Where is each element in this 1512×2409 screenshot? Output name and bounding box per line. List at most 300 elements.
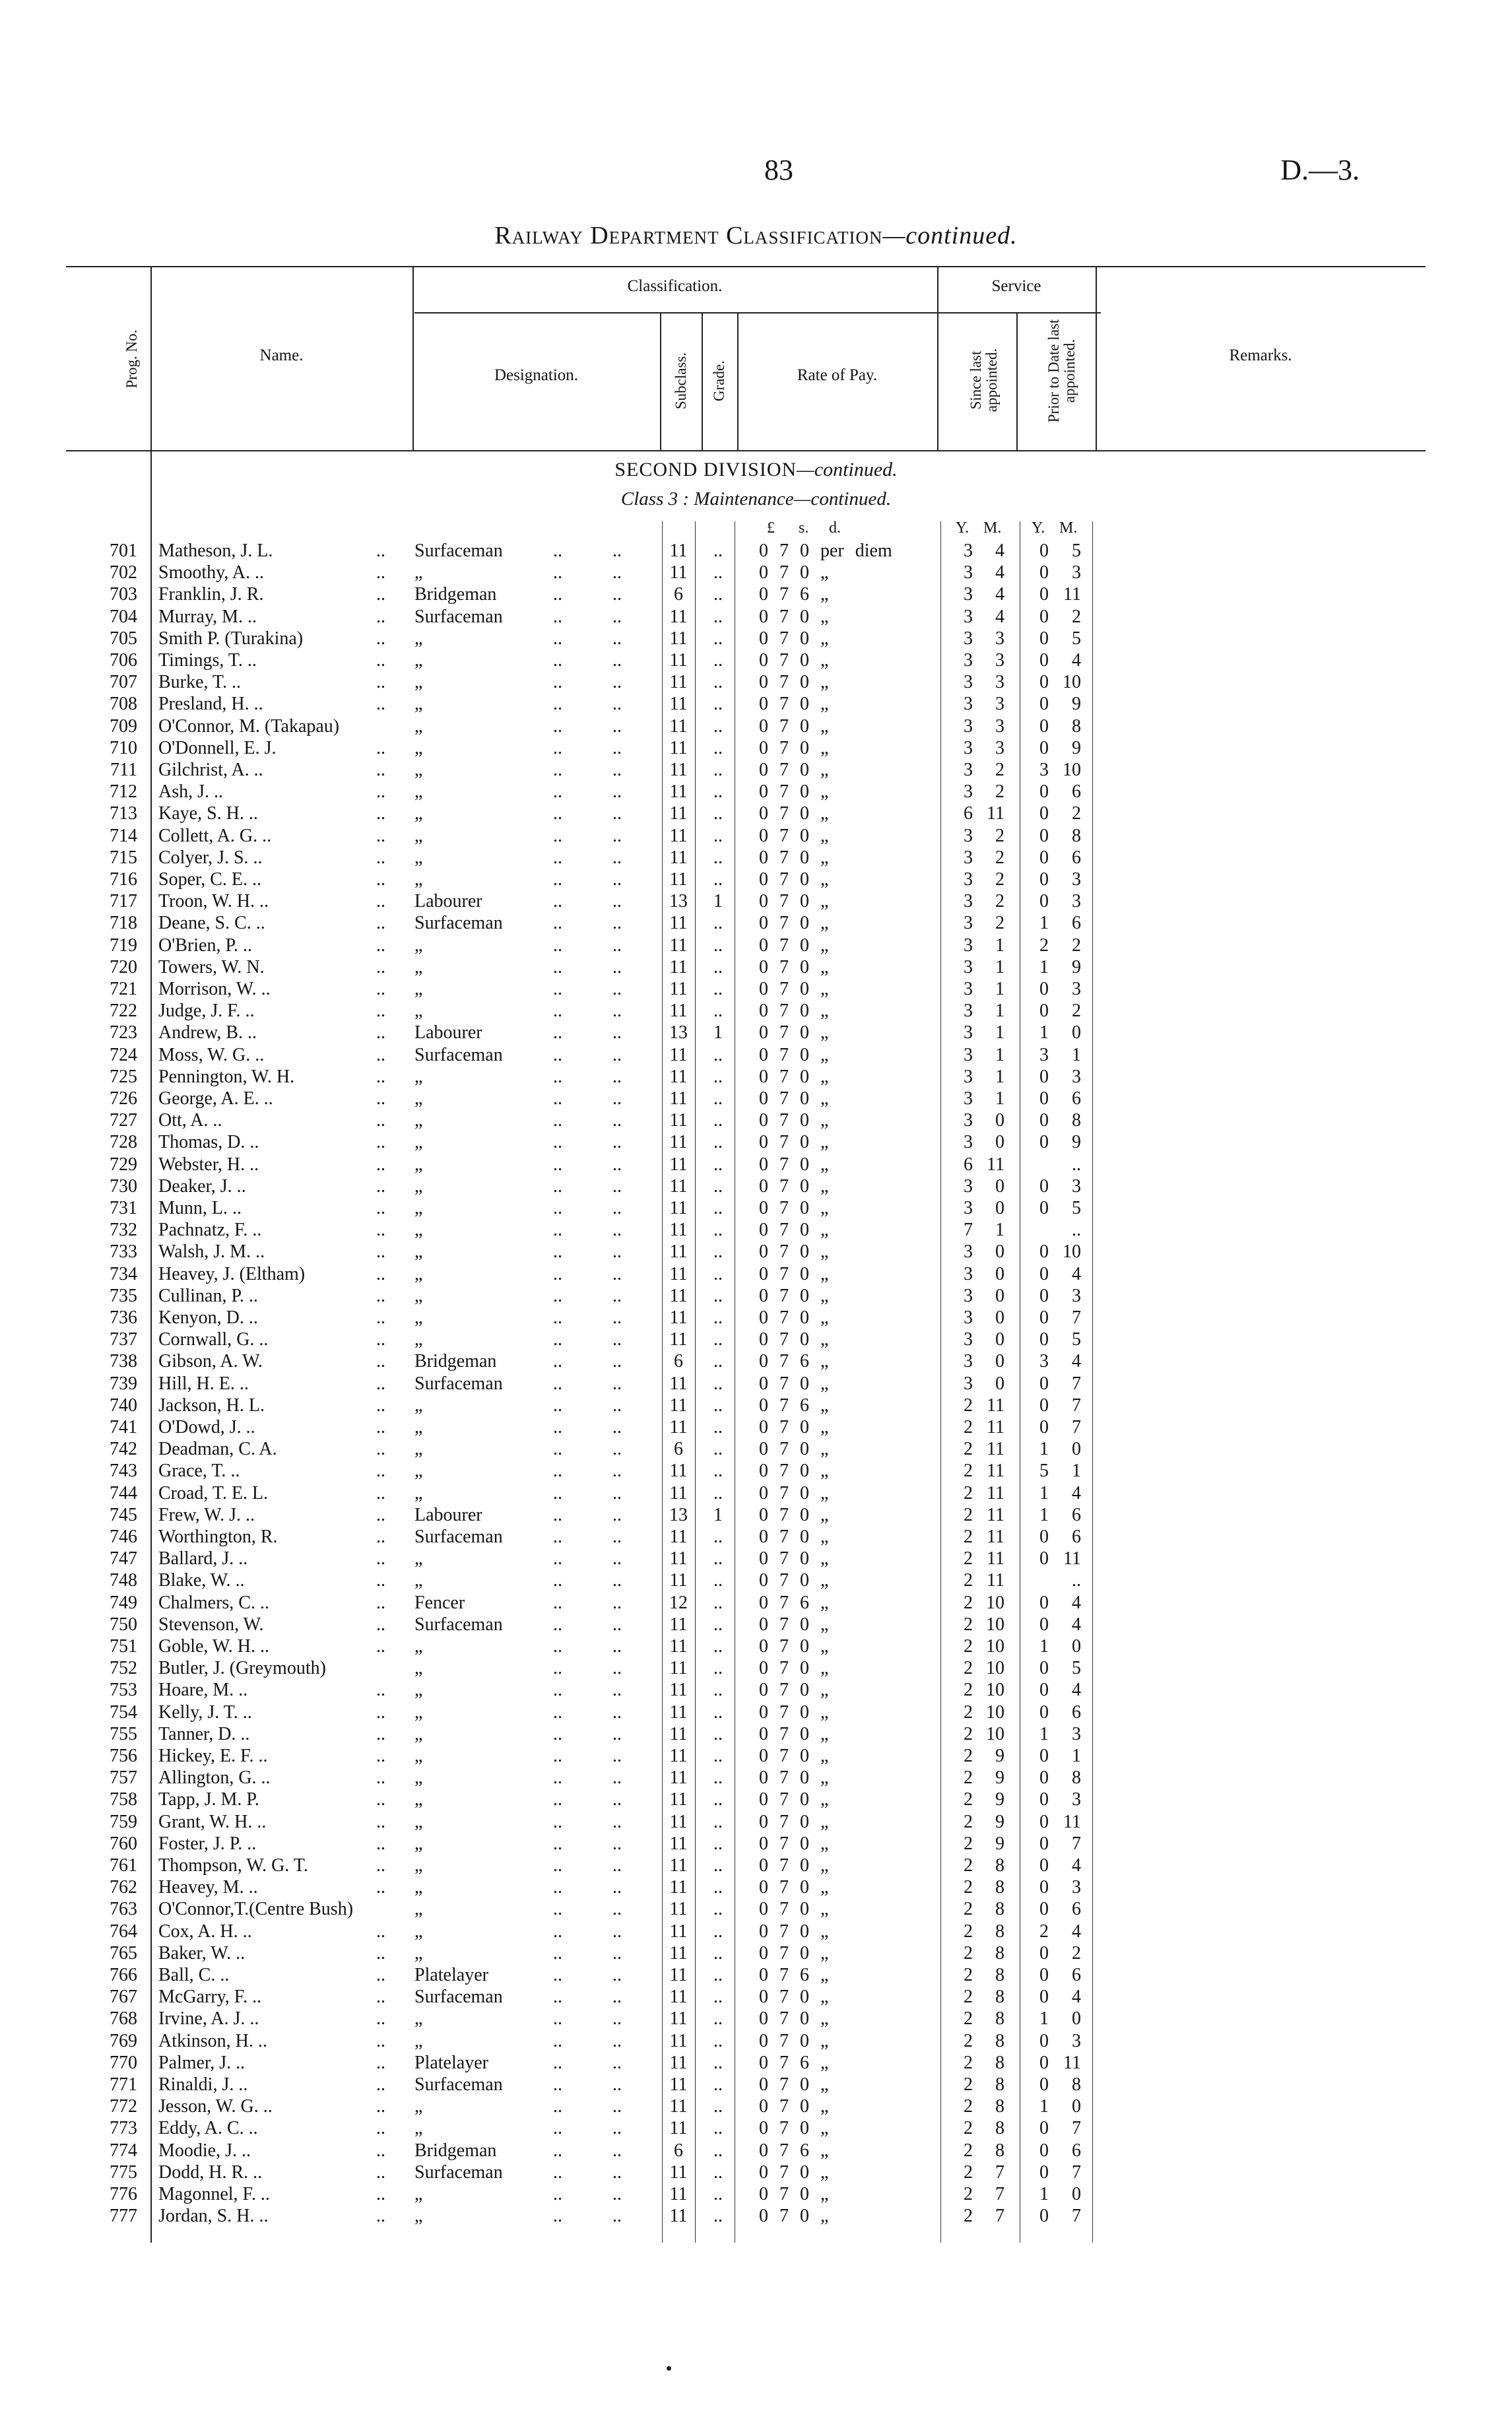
since-years: 2: [964, 2184, 973, 2204]
grade: 1: [713, 1504, 723, 1525]
prog-number: 766: [110, 1965, 137, 1985]
designation-leader: ..: [553, 672, 562, 693]
prog-number: 773: [110, 2118, 137, 2139]
employee-name: Rinaldi, J. ..: [158, 2074, 248, 2095]
employee-name: Jesson, W. G. ..: [158, 2096, 273, 2117]
grade: ..: [713, 1198, 723, 1218]
designation-leader: ..: [553, 1373, 562, 1394]
header-remarks: Remarks.: [1229, 346, 1292, 364]
subclass: 11: [669, 1701, 688, 1723]
employee-name: Webster, H. ..: [158, 1154, 259, 1175]
prior-years: 0: [1039, 1833, 1049, 1854]
prior-years: 1: [1039, 913, 1049, 934]
designation-leader: ..: [553, 1855, 562, 1876]
employee-name: Grace, T. ..: [158, 1461, 240, 1482]
prior-years: 1: [1039, 2184, 1049, 2204]
employee-name: Ball, C. ..: [158, 1965, 230, 1985]
header-rate-of-pay: Rate of Pay.: [797, 366, 878, 384]
rate-of-pay: 0 7 0 „: [759, 1636, 829, 1657]
prior-years: 1: [1039, 2008, 1049, 2030]
since-months: 0: [995, 1132, 1004, 1153]
table-row: [0, 2030, 1512, 2052]
subclass: 11: [669, 869, 688, 890]
name-leader: ..: [376, 2008, 385, 2030]
since-years: 2: [964, 1987, 973, 2008]
designation-leader: ..: [553, 1461, 562, 1482]
prior-years: 0: [1039, 1987, 1049, 2008]
grade: ..: [713, 1746, 723, 1766]
since-months: 11: [987, 1504, 1004, 1525]
designation-leader-2: ..: [612, 1789, 622, 1810]
prog-number: 769: [110, 2030, 137, 2051]
unit-months: M.: [983, 519, 1002, 537]
designation-leader: ..: [553, 847, 562, 868]
prior-months: 0: [1072, 1439, 1081, 1460]
since-months: 3: [995, 672, 1004, 693]
since-months: 0: [995, 1373, 1004, 1394]
prior-years: 0: [1039, 1417, 1049, 1437]
designation-leader-2: ..: [612, 1614, 622, 1635]
subclass: 13: [669, 1022, 688, 1043]
since-years: 2: [964, 1746, 973, 1766]
designation-leader-2: ..: [612, 847, 622, 868]
employee-name: Tapp, J. M. P.: [158, 1789, 259, 1810]
header-grade: Grade.: [711, 360, 727, 401]
prior-months: 2: [1072, 935, 1081, 956]
header-top-rule: [66, 266, 1426, 267]
rate-of-pay: 0 7 0 „: [759, 1921, 829, 1942]
table-row: [0, 1350, 1512, 1372]
prior-years: 0: [1039, 715, 1049, 737]
designation: „: [414, 1811, 423, 1832]
employee-name: Thompson, W. G. T.: [158, 1855, 308, 1876]
employee-name: Thomas, D. ..: [158, 1132, 259, 1153]
rate-of-pay: 0 7 0 „: [759, 1285, 829, 1306]
grade: ..: [713, 2162, 723, 2183]
prior-months: 3: [1072, 869, 1081, 890]
designation-leader: ..: [553, 913, 562, 934]
designation-leader-2: ..: [612, 1263, 622, 1284]
class-heading: Class 3 : Maintenance—continued.: [620, 488, 892, 510]
prog-number: 717: [110, 891, 137, 912]
prior-years: 0: [1039, 1001, 1049, 1022]
subclass: 11: [669, 1833, 688, 1854]
prog-number: 722: [110, 1001, 137, 1022]
designation-leader-2: ..: [612, 715, 622, 737]
header-prog-no: Prog. No.: [123, 329, 140, 389]
grade: ..: [713, 825, 723, 846]
subclass: 11: [669, 2206, 688, 2227]
grade: ..: [713, 1175, 723, 1197]
since-years: 2: [964, 1701, 973, 1723]
designation: Surfaceman: [414, 2074, 503, 2095]
designation-leader-2: ..: [612, 1175, 622, 1197]
subclass: 11: [669, 1307, 688, 1328]
table-row: [0, 1614, 1512, 1635]
since-months: 8: [995, 1877, 1004, 1898]
since-months: 0: [995, 1263, 1004, 1284]
table-row: [0, 1548, 1512, 1569]
designation-leader: ..: [553, 1921, 562, 1942]
since-months: 0: [995, 1351, 1004, 1372]
name-leader: ..: [376, 694, 385, 715]
rate-of-pay: 0 7 0 „: [759, 737, 829, 758]
since-months: 8: [995, 1965, 1004, 1985]
since-months: 8: [995, 1899, 1004, 1920]
designation-leader-2: ..: [612, 1855, 622, 1876]
title-suffix: —continued.: [882, 222, 1018, 249]
designation: „: [414, 737, 423, 758]
since-months: 2: [995, 847, 1004, 868]
name-leader: ..: [376, 869, 385, 890]
subclass: 11: [669, 956, 688, 977]
subclass: 11: [669, 1395, 688, 1416]
prog-number: 725: [110, 1066, 137, 1087]
since-years: 3: [964, 737, 973, 758]
designation: „: [414, 1088, 423, 1109]
unit-years: Y.: [956, 519, 970, 537]
name-leader: ..: [376, 803, 385, 824]
name-leader: ..: [376, 1001, 385, 1022]
employee-name: Walsh, J. M. ..: [158, 1241, 265, 1263]
designation-leader: ..: [553, 979, 562, 999]
prior-months: 7: [1072, 1395, 1081, 1416]
since-months: 2: [995, 781, 1004, 803]
employee-name: Blake, W. ..: [158, 1570, 245, 1591]
designation-leader: ..: [553, 1789, 562, 1810]
prior-years: 0: [1039, 825, 1049, 846]
rate-of-pay: 0 7 0 „: [759, 2118, 829, 2139]
designation: „: [414, 935, 423, 956]
designation: „: [414, 760, 423, 780]
designation: „: [414, 847, 423, 868]
prior-years: 1: [1039, 1439, 1049, 1460]
name-leader: ..: [376, 1833, 385, 1854]
name-leader: ..: [376, 1088, 385, 1109]
name-leader: ..: [376, 1373, 385, 1394]
rate-of-pay: 0 7 0 „: [759, 1132, 829, 1153]
subclass: 11: [669, 2008, 688, 2030]
employee-name: Magonnel, F. ..: [158, 2184, 270, 2204]
rate-of-pay: 0 7 0 „: [759, 913, 829, 934]
designation-leader-2: ..: [612, 2074, 622, 2095]
since-years: 2: [964, 1921, 973, 1942]
grade: ..: [713, 1220, 723, 1241]
name-leader: ..: [376, 1482, 385, 1503]
table-row: [0, 781, 1512, 803]
designation: „: [414, 1461, 423, 1482]
table-row: [0, 956, 1512, 978]
rate-of-pay: 0 7 0 „: [759, 825, 829, 846]
since-years: 2: [964, 1395, 973, 1416]
prior-years: 0: [1039, 781, 1049, 803]
grade: ..: [713, 584, 723, 605]
prog-number: 743: [110, 1461, 137, 1482]
name-leader: ..: [376, 2140, 385, 2161]
since-months: 0: [995, 1175, 1004, 1197]
since-months: 3: [995, 694, 1004, 715]
grade: ..: [713, 737, 723, 758]
designation-leader: ..: [553, 1592, 562, 1613]
since-years: 2: [964, 2074, 973, 2095]
since-years: 2: [964, 1965, 973, 1985]
prior-months: 3: [1072, 1066, 1081, 1087]
prior-months: 6: [1072, 1527, 1081, 1547]
since-months: 8: [995, 2096, 1004, 2117]
since-years: 3: [964, 979, 973, 999]
employee-name: Frew, W. J. ..: [158, 1504, 255, 1525]
prog-number: 712: [110, 781, 137, 803]
prior-months: 11: [1063, 584, 1081, 605]
designation-leader-2: ..: [612, 2162, 622, 2183]
subclass: 11: [669, 1329, 688, 1350]
prior-years: 0: [1039, 672, 1049, 693]
since-years: 6: [964, 803, 973, 824]
designation: „: [414, 562, 423, 583]
grade: ..: [713, 1855, 723, 1876]
prog-number: 768: [110, 2008, 137, 2030]
subclass: 11: [669, 1658, 688, 1679]
since-months: 8: [995, 2140, 1004, 2161]
designation-leader: ..: [553, 2162, 562, 2183]
prog-number: 714: [110, 825, 137, 846]
since-months: 8: [995, 2074, 1004, 2095]
prog-number: 744: [110, 1482, 137, 1503]
prior-years: 0: [1039, 541, 1049, 561]
prior-months: 5: [1072, 628, 1081, 649]
grade: ..: [713, 1680, 723, 1701]
designation: „: [414, 825, 423, 846]
prior-months: 8: [1072, 1767, 1081, 1789]
prior-months: 0: [1072, 2184, 1081, 2204]
designation-leader: ..: [553, 1527, 562, 1547]
since-months: 9: [995, 1746, 1004, 1766]
designation-leader: ..: [553, 2008, 562, 2030]
grade: ..: [713, 2008, 723, 2030]
header-prior-to-date: Prior to Date last appointed.: [1045, 319, 1078, 423]
since-years: 2: [964, 1636, 973, 1657]
prior-years: 0: [1039, 869, 1049, 890]
grade: ..: [713, 1548, 723, 1569]
subclass: 11: [669, 715, 688, 737]
designation: „: [414, 1789, 423, 1810]
prior-months: 1: [1072, 1461, 1081, 1482]
name-leader: ..: [376, 1527, 385, 1547]
name-leader: ..: [376, 760, 385, 780]
since-years: 2: [964, 2206, 973, 2227]
unit-pence: d.: [829, 519, 841, 537]
prior-months: 9: [1072, 1132, 1081, 1153]
since-months: 11: [987, 1482, 1004, 1503]
employee-name: Deadman, C. A.: [158, 1439, 277, 1460]
name-leader: ..: [376, 1942, 385, 1964]
designation-leader-2: ..: [612, 760, 622, 780]
prior-years: 0: [1039, 562, 1049, 583]
since-months: 11: [987, 1395, 1004, 1416]
table-row: [0, 2096, 1512, 2117]
prior-months: 3: [1072, 1789, 1081, 1810]
designation-leader: ..: [553, 803, 562, 824]
table-row: [0, 2074, 1512, 2096]
designation-leader: ..: [553, 628, 562, 649]
designation: „: [414, 1636, 423, 1657]
table-row: [0, 1285, 1512, 1307]
subclass: 11: [669, 2162, 688, 2183]
prior-months: 6: [1072, 1965, 1081, 1985]
prog-number: 701: [110, 541, 137, 561]
table-row: [0, 1855, 1512, 1876]
grade: ..: [713, 672, 723, 693]
employee-name: Allington, G. ..: [158, 1767, 271, 1789]
since-years: 2: [964, 1482, 973, 1503]
table-row: [0, 1942, 1512, 1964]
prog-number: 757: [110, 1767, 137, 1789]
grade: ..: [713, 1811, 723, 1832]
designation: „: [414, 2118, 423, 2139]
subclass: 11: [669, 737, 688, 758]
employee-name: Deane, S. C. ..: [158, 913, 265, 934]
since-years: 6: [964, 1154, 973, 1175]
since-months: 2: [995, 825, 1004, 846]
name-leader: ..: [376, 1701, 385, 1723]
designation-leader-2: ..: [612, 1285, 622, 1306]
page-mark: [667, 2366, 671, 2371]
rate-of-pay: 0 7 0 „: [759, 1548, 829, 1569]
prior-months: 3: [1072, 562, 1081, 583]
since-years: 2: [964, 1899, 973, 1920]
designation-leader: ..: [553, 606, 562, 627]
designation-leader: ..: [553, 1680, 562, 1701]
since-years: 3: [964, 650, 973, 671]
rate-of-pay: 0 7 0 „: [759, 1373, 829, 1394]
prior-years: 1: [1039, 956, 1049, 977]
table-row: [0, 649, 1512, 671]
since-years: 2: [964, 1439, 973, 1460]
designation: „: [414, 1439, 423, 1460]
rate-of-pay: 0 7 0 „: [759, 1110, 829, 1131]
subclass: 11: [669, 803, 688, 824]
name-leader: ..: [376, 1767, 385, 1789]
prior-years: 0: [1039, 2030, 1049, 2051]
since-months: 8: [995, 1942, 1004, 1964]
since-years: 2: [964, 1767, 973, 1789]
prog-number: 733: [110, 1241, 137, 1263]
table-row: [0, 890, 1512, 912]
since-years: 2: [964, 2162, 973, 2183]
since-months: 11: [987, 1548, 1004, 1569]
since-years: 2: [964, 2008, 973, 2030]
designation-leader-2: ..: [612, 2030, 622, 2051]
since-months: 9: [995, 1789, 1004, 1810]
designation-leader-2: ..: [612, 1658, 622, 1679]
rate-of-pay: 0 7 0 „: [759, 606, 829, 627]
prog-number: 713: [110, 803, 137, 824]
grade: ..: [713, 1241, 723, 1263]
designation: „: [414, 1417, 423, 1437]
name-leader: ..: [376, 1263, 385, 1284]
grade: ..: [713, 1921, 723, 1942]
grade: ..: [713, 1439, 723, 1460]
grade: ..: [713, 2052, 723, 2073]
name-leader: ..: [376, 1461, 385, 1482]
since-years: 2: [964, 1592, 973, 1613]
subclass: 11: [669, 979, 688, 999]
designation-leader-2: ..: [612, 803, 622, 824]
designation-leader-2: ..: [612, 1220, 622, 1241]
employee-name: Burke, T. ..: [158, 672, 241, 693]
rate-of-pay: 0 7 0 „: [759, 1789, 829, 1810]
prior-months: 7: [1072, 1417, 1081, 1437]
designation-leader-2: ..: [612, 2052, 622, 2073]
since-years: 2: [964, 1461, 973, 1482]
rate-of-pay: 0 7 0 „: [759, 1767, 829, 1789]
designation-leader-2: ..: [612, 2206, 622, 2227]
rate-of-pay: 0 7 0 „: [759, 1022, 829, 1043]
prior-years: 0: [1039, 1329, 1049, 1350]
employee-name: Baker, W. ..: [158, 1942, 246, 1964]
name-leader: ..: [376, 2118, 385, 2139]
table-row: [0, 1921, 1512, 1942]
prog-number: 765: [110, 1942, 137, 1964]
subclass: 11: [669, 1877, 688, 1898]
prior-years: 0: [1039, 1746, 1049, 1766]
rate-of-pay: 0 7 0 „: [759, 1987, 829, 2008]
designation-leader-2: ..: [612, 869, 622, 890]
grade: ..: [713, 2140, 723, 2161]
table-row: [0, 1416, 1512, 1438]
grade: ..: [713, 2118, 723, 2139]
prior-months: 7: [1072, 2162, 1081, 2183]
designation-leader: ..: [553, 1001, 562, 1022]
division-heading: [0, 459, 1512, 481]
prior-months: 3: [1072, 1877, 1081, 1898]
designation-leader: ..: [553, 1220, 562, 1241]
prog-number: 724: [110, 1044, 137, 1065]
table-row: [0, 1154, 1512, 1175]
prog-number: 723: [110, 1022, 137, 1043]
prog-number: 735: [110, 1285, 137, 1306]
designation-leader-2: ..: [612, 2118, 622, 2139]
designation: Platelayer: [414, 1965, 488, 1985]
prior-months: 3: [1072, 1723, 1081, 1744]
prior-months: ..: [1072, 1154, 1081, 1175]
subclass: 11: [669, 1285, 688, 1306]
prog-number: 718: [110, 913, 137, 934]
table-row: [0, 2162, 1512, 2183]
designation-leader: ..: [553, 1614, 562, 1635]
prior-months: 8: [1072, 715, 1081, 737]
prog-number: 707: [110, 672, 137, 693]
prog-number: 742: [110, 1439, 137, 1460]
designation-leader: ..: [553, 1263, 562, 1284]
name-leader: ..: [376, 847, 385, 868]
grade: ..: [713, 1658, 723, 1679]
table-row: [0, 2183, 1512, 2205]
subclass: 11: [669, 562, 688, 583]
designation: „: [414, 1658, 423, 1679]
name-leader: ..: [376, 1220, 385, 1241]
employee-name: Cornwall, G. ..: [158, 1329, 269, 1350]
designation-leader-2: ..: [612, 1504, 622, 1525]
employee-name: Cox, A. H. ..: [158, 1921, 252, 1942]
designation: „: [414, 715, 423, 737]
table-row: [0, 671, 1512, 693]
rate-of-pay: 0 7 0 „: [759, 1680, 829, 1701]
since-years: 3: [964, 913, 973, 934]
prog-number: 741: [110, 1417, 137, 1437]
grade: ..: [713, 847, 723, 868]
table-row: [0, 1263, 1512, 1285]
